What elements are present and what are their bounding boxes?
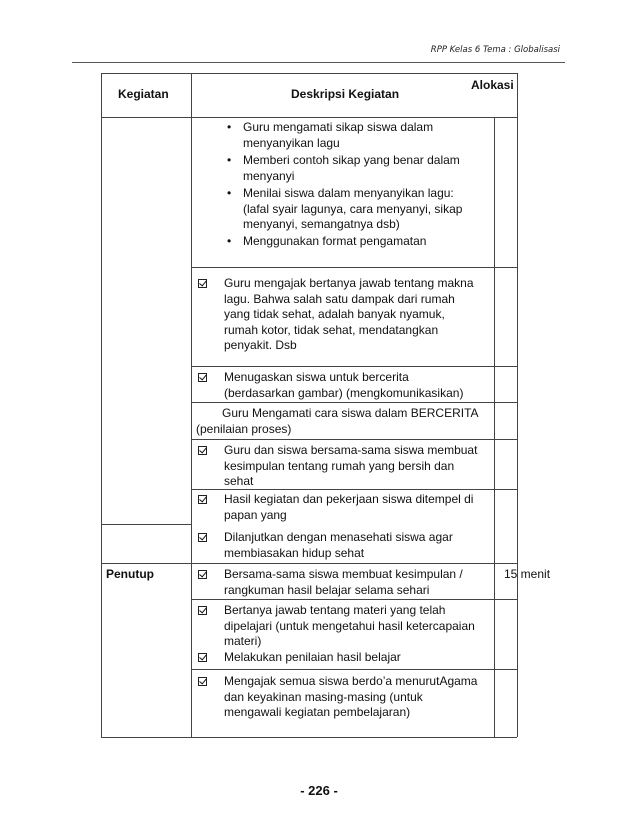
list-item-line: Menilai siswa dalam menyanyikan lagu:: [243, 186, 454, 200]
check-item-line: (berdasarkan gambar) (mengkomunikasikan): [224, 385, 464, 400]
check-item: [224, 443, 486, 490]
list-item-line: Memberi contoh sikap yang benar dalam: [243, 153, 460, 167]
bullet-icon: •: [227, 120, 232, 134]
checkbox-icon: [198, 446, 207, 455]
table-border-right: [517, 73, 518, 737]
bullet-icon: •: [227, 234, 232, 248]
checkbox-icon: [198, 606, 207, 615]
row-divider: [101, 524, 191, 525]
check-item: [224, 492, 486, 523]
check-item-line: Menugaskan siswa untuk bercerita: [224, 370, 409, 384]
note-line: Guru Mengamati cara siswa dalam BERCERITA: [222, 406, 479, 420]
running-header: RPP Kelas 6 Tema : Globalisasi: [430, 45, 560, 55]
table-border-left: [101, 73, 102, 737]
checkbox-icon: [198, 495, 207, 504]
check-item: [224, 603, 486, 650]
check-item-line: dan keyakinan masing-masing (untuk: [224, 689, 423, 704]
check-item-line: sehat: [224, 474, 254, 488]
list-item-line: menyanyi: [243, 168, 295, 183]
check-item-line: dipelajari (untuk mengetahui hasil ketercapaian: [224, 618, 475, 633]
row-divider: [191, 599, 517, 600]
note-text: [196, 406, 496, 437]
row-divider: [191, 267, 517, 268]
check-item-line: Melakukan penilaian hasil belajar: [224, 650, 401, 664]
check-item-line: Hasil kegiatan dan pekerjaan siswa ditempel di: [224, 492, 474, 506]
check-item-line: mengawali kegiatan pembelajaran): [224, 705, 411, 719]
list-item-line: menyanyikan lagu: [243, 135, 340, 150]
check-item: [224, 674, 486, 721]
note-line: (penilaian proses): [196, 421, 292, 436]
table-border-top: [101, 73, 517, 74]
row-divider: [191, 669, 517, 670]
checkbox-icon: [198, 373, 207, 382]
row-divider: [191, 439, 517, 440]
check-item-line: Mengajak semua siswa berdo’a menurutAgama: [224, 674, 478, 688]
list-item-line: (lafal syair lagunya, cara menyanyi, sikap: [243, 201, 463, 216]
check-item-line: kesimpulan tentang rumah yang bersih dan: [224, 458, 455, 473]
list-item-line: Menggunakan format pengamatan: [243, 234, 427, 248]
checkbox-icon: [198, 677, 207, 686]
check-item-line: rumah kotor, tidak sehat, mendatangkan: [224, 322, 439, 337]
row-divider: [191, 366, 517, 367]
check-item-line: Bertanya jawab tentang materi yang telah: [224, 603, 446, 617]
check-item-line: penyakit. Dsb: [224, 338, 297, 352]
check-item-line: Dilanjutkan dengan menasehati siswa agar: [224, 530, 453, 544]
check-item-line: materi): [224, 634, 262, 648]
list-item-line: Guru mengamati sikap siswa dalam: [243, 120, 434, 134]
checkbox-icon: [198, 279, 207, 288]
bullet-icon: •: [227, 153, 232, 167]
header-kegiatan: Kegiatan: [118, 87, 169, 101]
header-deskripsi: Deskripsi Kegiatan: [291, 87, 400, 101]
header-divider: [72, 62, 565, 63]
check-item: [224, 567, 486, 598]
check-item-line: papan yang: [224, 507, 287, 522]
checkbox-icon: [198, 653, 207, 662]
check-item-line: lagu. Bahwa salah satu dampak dari rumah: [224, 291, 455, 306]
check-item: [224, 276, 486, 354]
header-row-divider: [101, 117, 517, 118]
bullet-icon: •: [227, 186, 232, 200]
check-item: [224, 650, 486, 666]
check-item-line: Guru dan siswa bersama-sama siswa membuat: [224, 443, 478, 457]
check-item: [224, 370, 486, 401]
column-divider: [191, 73, 192, 737]
list-item-line: menyanyi, semangatnya dsb): [243, 217, 400, 231]
header-alokasi: Alokasi: [471, 78, 514, 92]
penutup-label: Penutup: [106, 567, 154, 581]
row-divider: [101, 563, 517, 564]
row-divider: [191, 402, 517, 403]
check-item-line: rangkuman hasil belajar selama sehari: [224, 582, 430, 597]
check-item-line: membiasakan hidup sehat: [224, 545, 365, 560]
check-item-line: Bersama-sama siswa membuat kesimpulan /: [224, 567, 463, 581]
check-item-line: Guru mengajak bertanya jawab tentang makna: [224, 276, 474, 290]
table-border-bottom: [101, 737, 517, 738]
checkbox-icon: [198, 570, 207, 579]
check-item: [224, 530, 486, 561]
page-number: - 226 -: [300, 783, 338, 798]
check-item-line: yang tidak sehat, adalah banyak nyamuk,: [224, 307, 445, 321]
penutup-waktu: 15 menit: [504, 567, 551, 581]
checkbox-icon: [198, 533, 207, 542]
